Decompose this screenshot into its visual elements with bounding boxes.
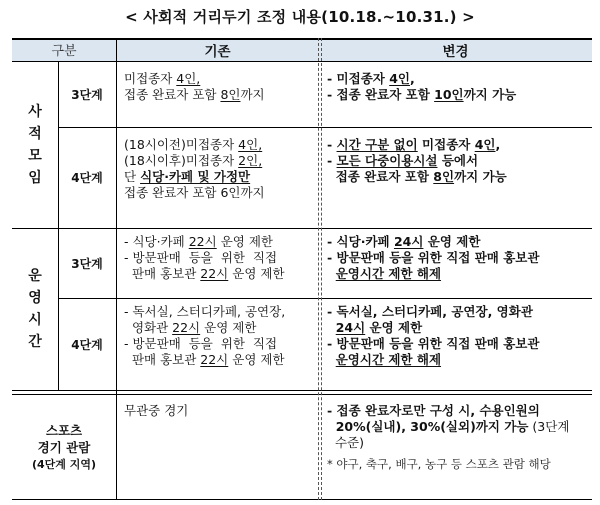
section-social-gathering: 사 적 모 임 (28, 103, 42, 186)
header-category: 구분 (12, 38, 116, 61)
hours-l4-after: - 독서실, 스터디카페, 공연장, 영화관 24시 운영 제한 - 방문판매 등을 위한 직접 판매 홍보관 운영시간 제한 해제 (327, 304, 540, 367)
adjustment-table (12, 38, 592, 500)
level-social-4: 4단계 (71, 171, 103, 185)
social-l3-before: 미접종자 4인, 접종 완료자 포함 8인까지 (124, 71, 265, 102)
sports-note: * 야구, 축구, 배구, 농구 등 스포츠 관람 해당 (327, 457, 551, 471)
sports-before: 무관중 경기 (124, 403, 189, 418)
social-l4-after: - 시간 구분 없이 미접종자 4인, - 모든 다중이용시설 등에서 접종 완료자 포함 8인까지 가능 (327, 137, 507, 184)
header-before: 기존 (116, 38, 319, 61)
social-l4-before: (18시이전)미접종자 4인, (18시이후)미접종자 2인, 단 식당·카페 및 가정만 접종 완료자 포함 6인까지 (124, 137, 265, 200)
section-operating-hours: 운 영 시 간 (28, 268, 42, 350)
level-social-3: 3단계 (71, 87, 103, 102)
hours-l3-after: - 식당·카페 24시 운영 제한 - 방문판매 등을 위한 직접 판매 홍보관 운영시간 제한 해제 (327, 234, 540, 281)
hours-l3-before: - 식당·카페 22시 운영 제한 - 방문판매 등을 위한 직접 판매 홍보관 22시 운영 제한 (124, 234, 285, 281)
social-l3-after: - 미접종자 4인, - 접종 완료자 포함 10인까지 가능 (327, 71, 517, 102)
section-sports-viewing: 스포츠 경기 관람 (4단계 지역) (31, 423, 97, 471)
level-hours-3: 3단계 (71, 256, 103, 271)
level-hours-4: 4단계 (71, 337, 103, 352)
page-title: < 사회적 거리두기 조정 내용(10.18.~10.31.) > (125, 8, 475, 26)
header-after: 변경 (319, 38, 592, 61)
hours-l4-before: - 독서실, 스터디카페, 공연장, 영화관 22시 운영 제한 - 방문판매 등을 위한 직접 판매 홍보관 22시 운영 제한 (124, 304, 286, 367)
sports-after: - 접종 완료자로만 구성 시, 수용인원의 20%(실내), 30%(실외)까지 가능 (3단계 수준) * 야구, 축구, 배구, 농구 등 스포츠 관람 해당 (319, 395, 592, 500)
